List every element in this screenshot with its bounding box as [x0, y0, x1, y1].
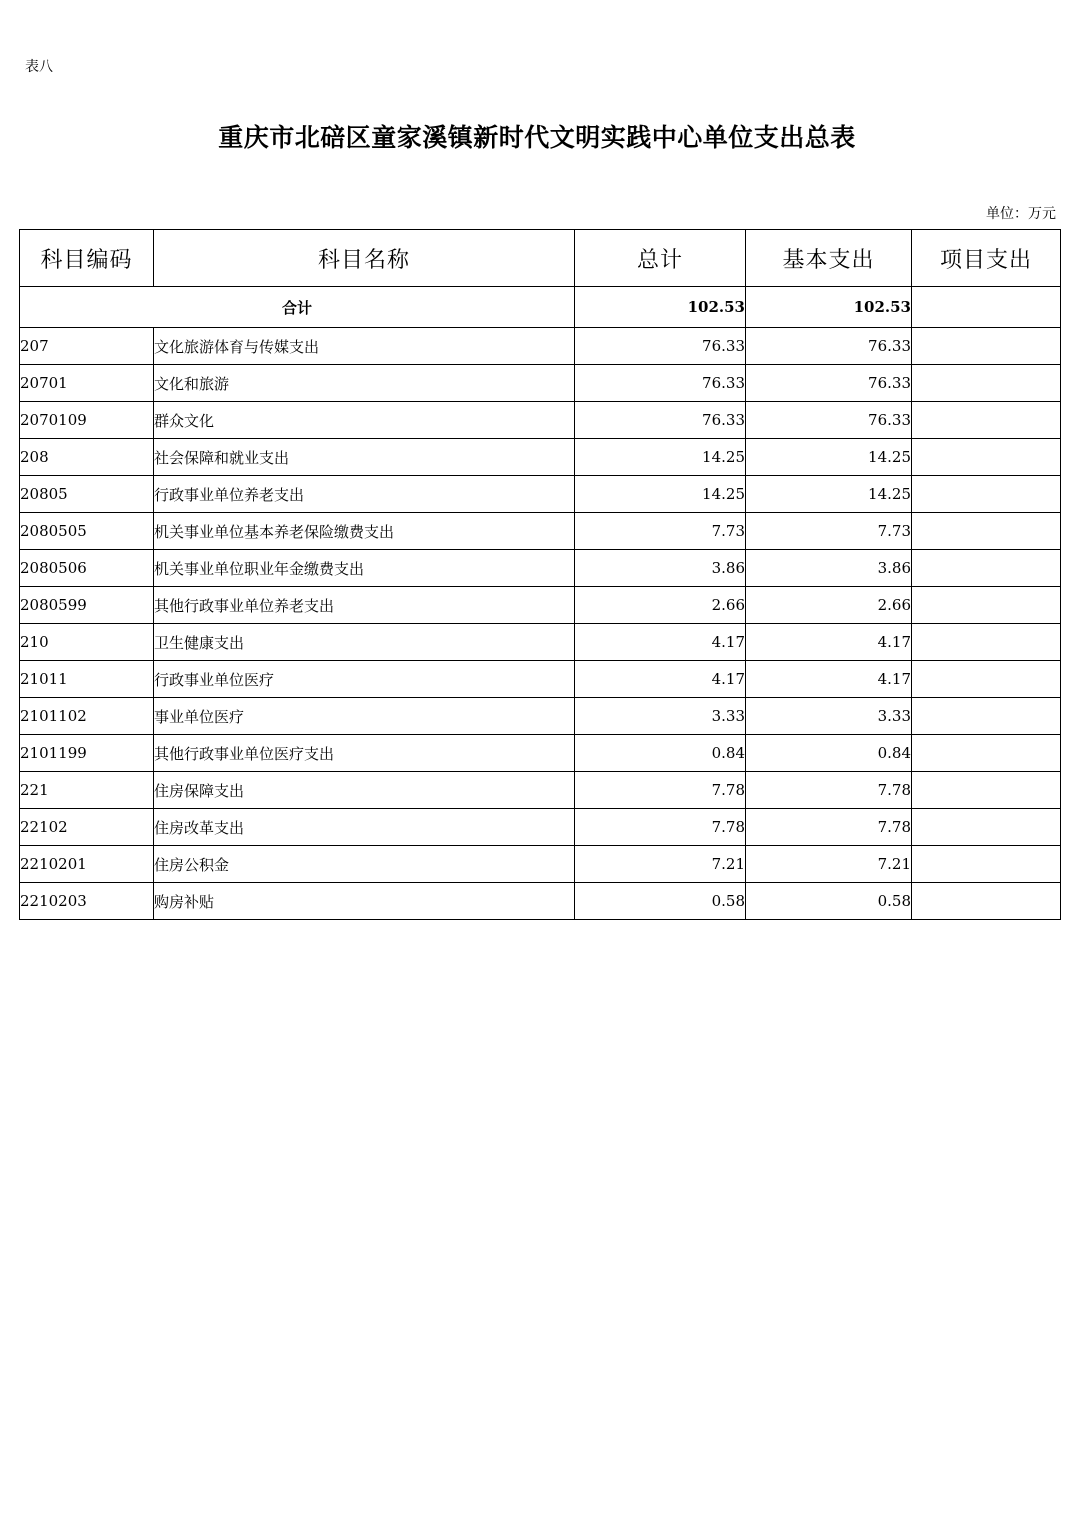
- table-row: [20, 698, 1061, 735]
- table-row: [20, 809, 1061, 846]
- cell-total: 7.73: [575, 513, 746, 550]
- cell-basic: 0.84: [746, 735, 912, 772]
- cell-total: 0.58: [575, 883, 746, 920]
- cell-basic: 7.73: [746, 513, 912, 550]
- cell-basic: 7.21: [746, 846, 912, 883]
- cell-basic: 76.33: [746, 365, 912, 402]
- cell-project: [912, 365, 1061, 402]
- cell-total: 0.84: [575, 735, 746, 772]
- cell-name: 事业单位医疗: [154, 698, 575, 735]
- cell-total: 7.78: [575, 809, 746, 846]
- cell-project: [912, 513, 1061, 550]
- cell-project: [912, 698, 1061, 735]
- cell-total: 3.33: [575, 698, 746, 735]
- cell-code: 207: [20, 328, 154, 365]
- cell-name: 购房补贴: [154, 883, 575, 920]
- cell-project: [912, 476, 1061, 513]
- table-row: [20, 439, 1061, 476]
- cell-total: 76.33: [575, 328, 746, 365]
- cell-code: 20805: [20, 476, 154, 513]
- total-label: 合计: [20, 287, 575, 328]
- cell-project: [912, 883, 1061, 920]
- table-row: [20, 772, 1061, 809]
- table-row: [20, 661, 1061, 698]
- expenditure-table: [19, 229, 1061, 920]
- cell-code: 2210201: [20, 846, 154, 883]
- table-row: [20, 883, 1061, 920]
- header-name: 科目名称: [154, 230, 575, 287]
- cell-total: 2.66: [575, 587, 746, 624]
- table-row: [20, 846, 1061, 883]
- table-number: 表八: [25, 59, 53, 75]
- header-project: 项目支出: [912, 230, 1061, 287]
- cell-basic: 7.78: [746, 809, 912, 846]
- cell-basic: 3.86: [746, 550, 912, 587]
- cell-basic: 4.17: [746, 661, 912, 698]
- cell-project: [912, 328, 1061, 365]
- cell-project: [912, 402, 1061, 439]
- cell-total: 4.17: [575, 624, 746, 661]
- cell-code: 20701: [20, 365, 154, 402]
- cell-total: 76.33: [575, 365, 746, 402]
- cell-basic: 0.58: [746, 883, 912, 920]
- header-code: 科目编码: [20, 230, 154, 287]
- cell-basic: 76.33: [746, 328, 912, 365]
- cell-total: 4.17: [575, 661, 746, 698]
- table-row: [20, 624, 1061, 661]
- table-row: [20, 328, 1061, 365]
- cell-name: 群众文化: [154, 402, 575, 439]
- cell-code: 2070109: [20, 402, 154, 439]
- cell-name: 其他行政事业单位医疗支出: [154, 735, 575, 772]
- cell-code: 2210203: [20, 883, 154, 920]
- cell-name: 文化和旅游: [154, 365, 575, 402]
- unit-label: 单位：万元: [986, 206, 1056, 222]
- cell-basic: 3.33: [746, 698, 912, 735]
- header-row: [20, 230, 1061, 287]
- cell-code: 208: [20, 439, 154, 476]
- cell-basic: 14.25: [746, 476, 912, 513]
- cell-project: [912, 624, 1061, 661]
- cell-name: 住房保障支出: [154, 772, 575, 809]
- cell-name: 机关事业单位职业年金缴费支出: [154, 550, 575, 587]
- cell-basic: 14.25: [746, 439, 912, 476]
- cell-name: 文化旅游体育与传媒支出: [154, 328, 575, 365]
- cell-basic: 2.66: [746, 587, 912, 624]
- cell-total: 14.25: [575, 439, 746, 476]
- cell-code: 21011: [20, 661, 154, 698]
- cell-name: 住房改革支出: [154, 809, 575, 846]
- cell-code: 2101199: [20, 735, 154, 772]
- cell-name: 行政事业单位养老支出: [154, 476, 575, 513]
- cell-project: [912, 439, 1061, 476]
- cell-project: [912, 587, 1061, 624]
- cell-total: 14.25: [575, 476, 746, 513]
- table-row: [20, 476, 1061, 513]
- cell-name: 机关事业单位基本养老保险缴费支出: [154, 513, 575, 550]
- cell-total: 7.78: [575, 772, 746, 809]
- header-basic: 基本支出: [746, 230, 912, 287]
- cell-code: 2101102: [20, 698, 154, 735]
- cell-project: [912, 809, 1061, 846]
- cell-name: 其他行政事业单位养老支出: [154, 587, 575, 624]
- cell-project: [912, 846, 1061, 883]
- cell-code: 2080505: [20, 513, 154, 550]
- table-row: [20, 402, 1061, 439]
- page-title: 重庆市北碚区童家溪镇新时代文明实践中心单位支出总表: [218, 123, 856, 152]
- cell-code: 210: [20, 624, 154, 661]
- cell-code: 22102: [20, 809, 154, 846]
- cell-code: 221: [20, 772, 154, 809]
- total-row: [20, 287, 1061, 328]
- cell-basic: 4.17: [746, 624, 912, 661]
- table-row: [20, 550, 1061, 587]
- total-project: [912, 287, 1061, 328]
- cell-basic: 76.33: [746, 402, 912, 439]
- header-total: 总计: [575, 230, 746, 287]
- cell-project: [912, 661, 1061, 698]
- cell-project: [912, 550, 1061, 587]
- cell-name: 卫生健康支出: [154, 624, 575, 661]
- cell-name: 社会保障和就业支出: [154, 439, 575, 476]
- cell-total: 7.21: [575, 846, 746, 883]
- cell-total: 76.33: [575, 402, 746, 439]
- cell-project: [912, 772, 1061, 809]
- cell-name: 行政事业单位医疗: [154, 661, 575, 698]
- table-row: [20, 587, 1061, 624]
- total-sum: 102.53: [575, 287, 746, 328]
- cell-basic: 7.78: [746, 772, 912, 809]
- table-row: [20, 735, 1061, 772]
- cell-code: 2080506: [20, 550, 154, 587]
- table-row: [20, 513, 1061, 550]
- cell-code: 2080599: [20, 587, 154, 624]
- cell-total: 3.86: [575, 550, 746, 587]
- table-row: [20, 365, 1061, 402]
- cell-project: [912, 735, 1061, 772]
- cell-name: 住房公积金: [154, 846, 575, 883]
- total-basic: 102.53: [746, 287, 912, 328]
